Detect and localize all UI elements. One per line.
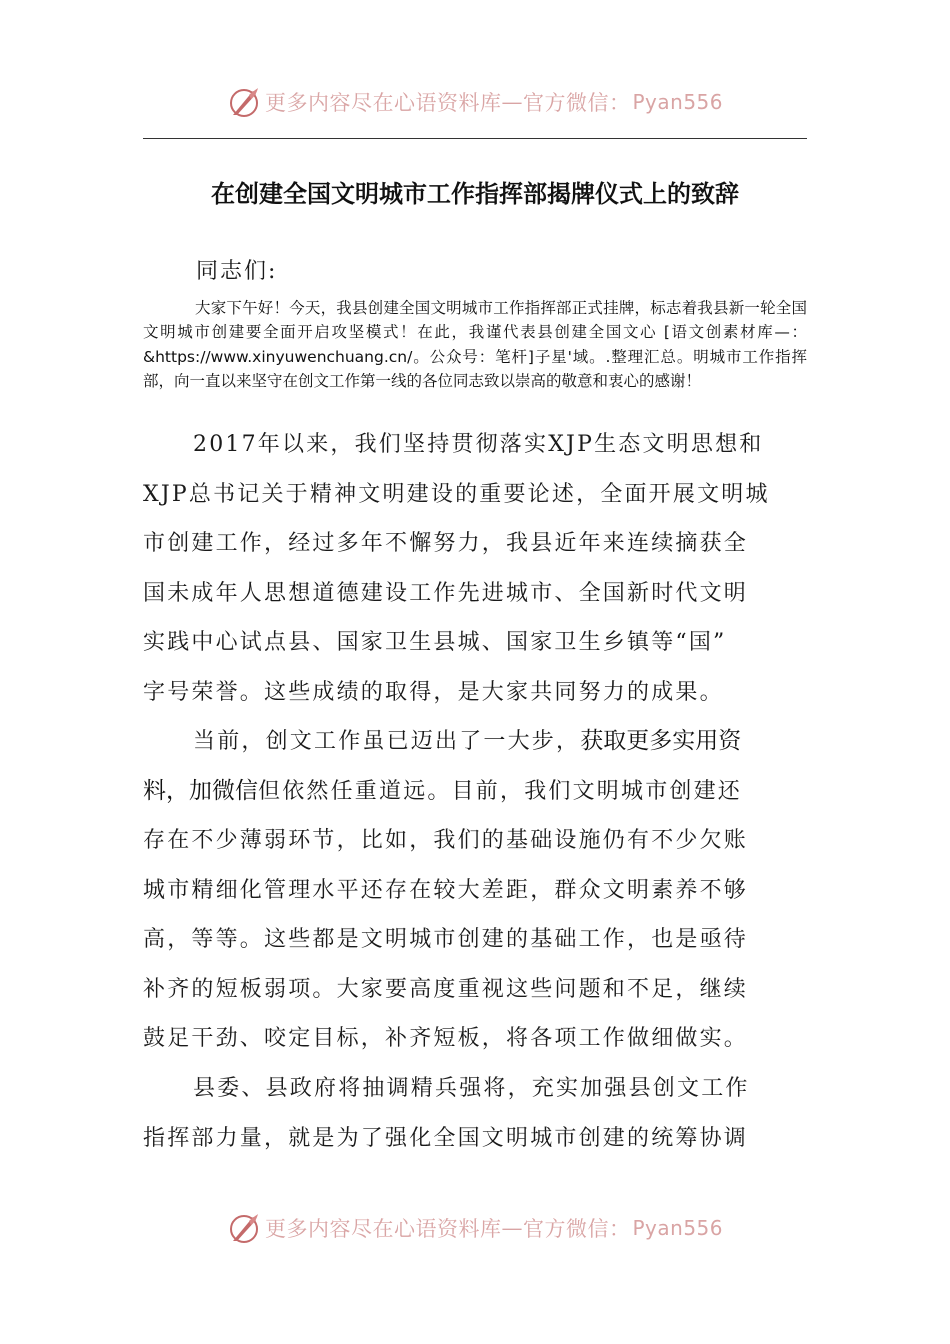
watermark-wechat-id: Pyan556 — [632, 1216, 723, 1240]
watermark-separator: — — [501, 90, 523, 114]
paragraph-line: 存在不少薄弱环节，比如，我们的基础设施仍有不少欠账 — [143, 828, 749, 853]
paragraph-line: XJP总书记关于精神文明建设的重要论述，全面开展文明城 — [143, 481, 770, 507]
paragraph-text: 但依然任重道远。目前，我们文明城市创建还 — [258, 778, 743, 804]
paragraph-line: 实践中心试点县、国家卫生县城、国家卫生乡镇等“国” — [143, 630, 727, 655]
quill-logo-icon — [227, 1211, 261, 1245]
paragraph-line: 2017年以来，我们坚持贯彻落实XJP生态文明思想和 — [193, 432, 764, 457]
paragraph-line: 县委、县政府将抽调精兵强将，充实加强县创文工作 — [193, 1076, 750, 1101]
paragraph-2 — [143, 717, 807, 1064]
paragraph-line — [143, 717, 807, 767]
paragraph-line — [143, 767, 807, 817]
paragraph-3 — [143, 1064, 807, 1163]
salutation: 同志们: — [196, 259, 278, 284]
paragraph-line: 字号荣誉。这些成绩的取得，是大家共同努力的成果。 — [143, 679, 724, 705]
watermark-wechat-label: 官方微信： — [522, 1217, 631, 1241]
header-watermark — [0, 82, 950, 122]
header-rule — [143, 138, 807, 139]
paragraph-line: 国未成年人思想道德建设工作先进城市、全国新时代文明 — [143, 580, 749, 606]
paragraph-text: 当前，创文工作虽已迈出了一大步， — [193, 729, 581, 754]
watermark-site-text: 更多内容尽在心语资料库 — [264, 91, 502, 115]
watermark-separator: — — [501, 1216, 523, 1240]
watermark-wechat-label: 官方微信： — [522, 91, 631, 115]
quill-logo-icon — [227, 85, 261, 119]
paragraph-line: 城市精细化管理水平还存在较大差距，群众文明素养不够 — [143, 877, 749, 903]
inline-ad-text: 获取更多实用资 — [580, 728, 742, 754]
paragraph-line: 鼓足干劲、咬定目标，补齐短板，将各项工作做细做实。 — [143, 1026, 749, 1051]
paragraph-1 — [143, 420, 807, 717]
watermark-site-text: 更多内容尽在心语资料库 — [264, 1217, 502, 1241]
document-title: 在创建全国文明城市工作指挥部揭牌仪式上的致辞 — [211, 180, 739, 208]
paragraph-line: 市创建工作，经过多年不懈努力，我县近年来连续摘获全 — [143, 531, 749, 556]
inline-ad-text: 料，加微信 — [143, 777, 258, 804]
watermark-wechat-id: Pyan556 — [632, 90, 723, 114]
footer-watermark — [0, 1208, 950, 1248]
paragraph-line: 补齐的短板弱项。大家要高度重视这些问题和不足，继续 — [143, 976, 749, 1002]
opening-paragraph: 大家下午好！今天，我县创建全国文明城市工作指挥部正式挂牌，标志着我县新一轮全国文明城市创建要全面开启攻坚模式！在此，我谨代表县创建全国文心 [语文创素材库—：&https://www.xinyuwenchuang.cn/。公众号：笔杆]子星'域。.整理汇总。明城市工作指挥部，向一直以来坚守在创文工作第一线的各位同志致以崇高的敬意和衷心的感谢！ — [143, 299, 807, 391]
paragraph-line: 指挥部力量，就是为了强化全国文明城市创建的统筹协调 — [143, 1125, 749, 1151]
paragraph-line: 高，等等。这些都是文明城市创建的基础工作，也是亟待 — [143, 927, 749, 952]
